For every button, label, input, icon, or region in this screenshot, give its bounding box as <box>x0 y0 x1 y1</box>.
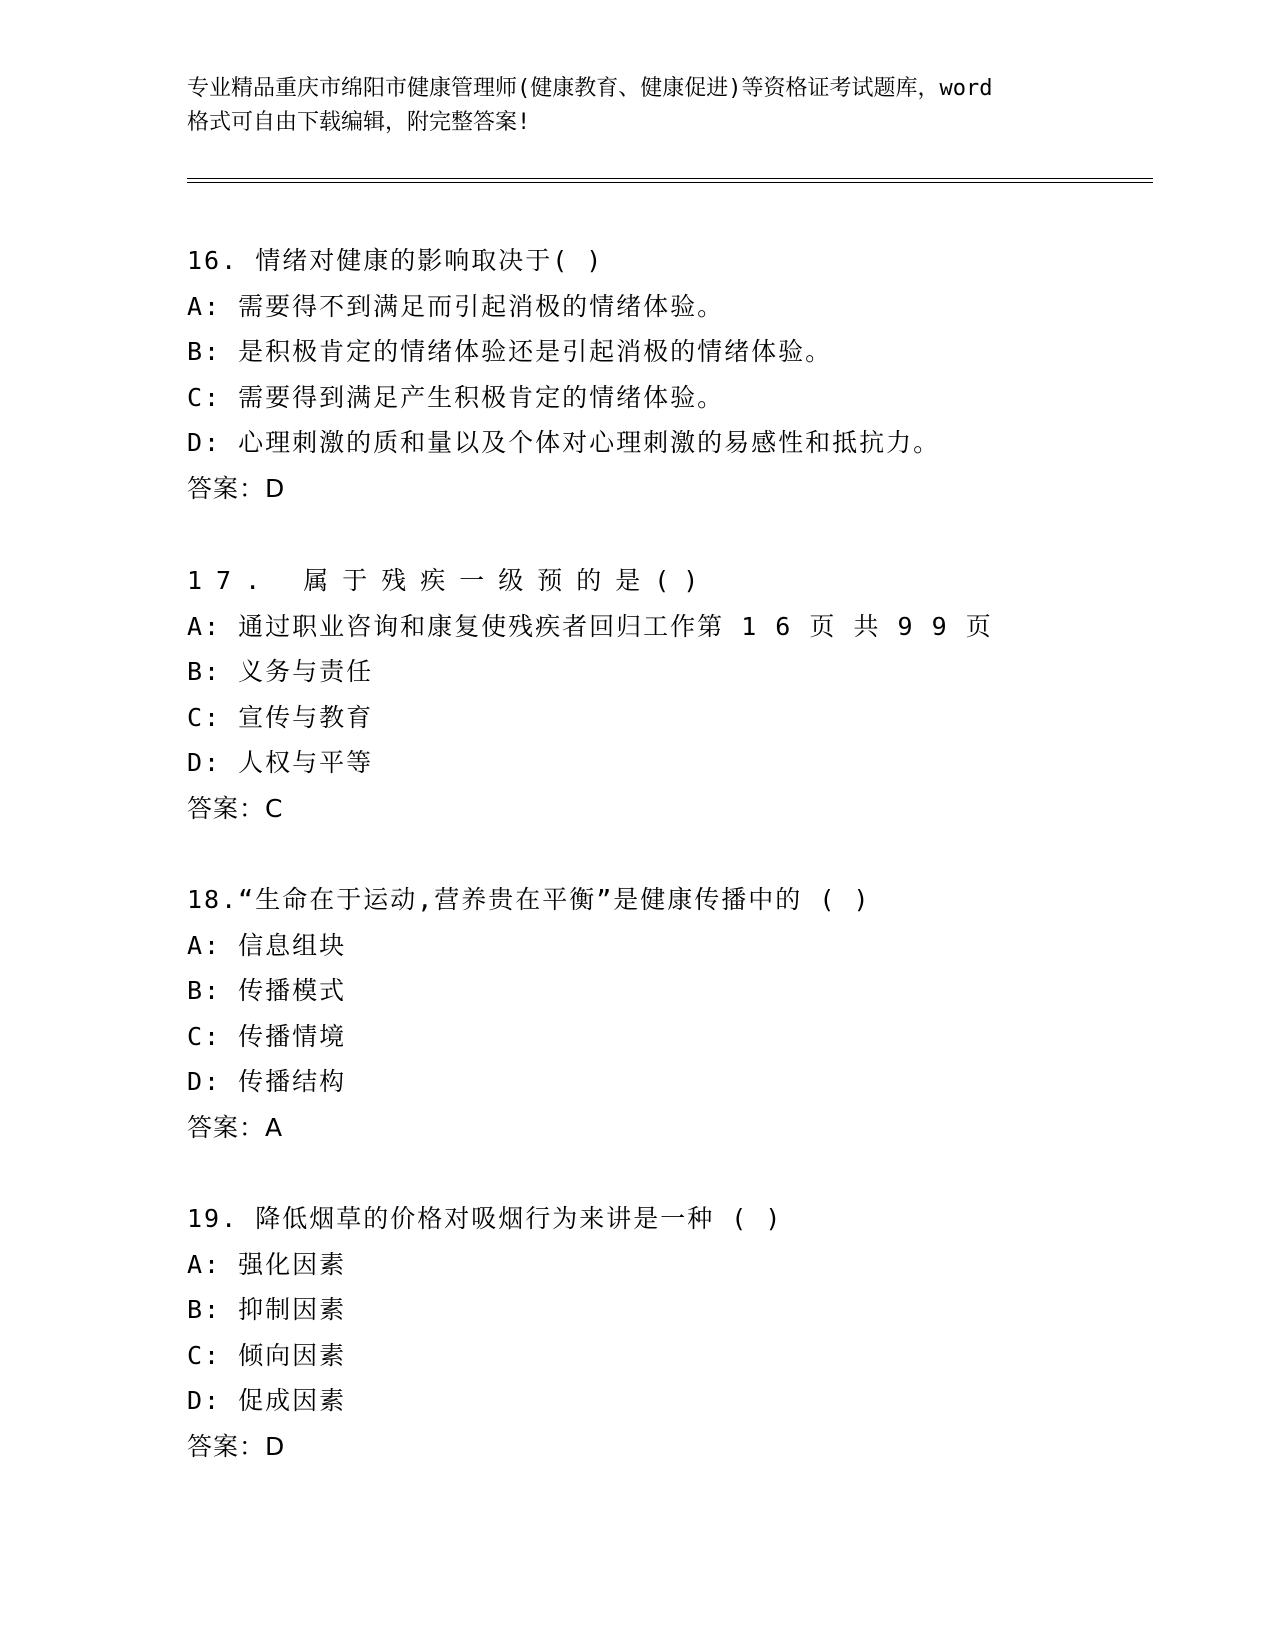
question-stem: 16. 情绪对健康的影响取决于( ) <box>187 246 604 275</box>
question-16 <box>187 238 1147 511</box>
answer-line: 答案：A <box>187 1112 284 1142</box>
header-divider-top <box>187 178 1153 179</box>
option-d: D: 人权与平等 <box>187 748 374 777</box>
document-header <box>187 72 1107 140</box>
question-stem: 17. 属于残疾一级预的是() <box>187 566 713 595</box>
option-b: B: 是积极肯定的情绪体验还是引起消极的情绪体验。 <box>187 337 833 366</box>
option-a: A: 信息组块 <box>187 930 347 960</box>
header-line-2: 格式可自由下载编辑，附完整答案! <box>187 110 531 135</box>
question-stem: 18.“生命在于运动,营养贵在平衡”是健康传播中的 ( ) <box>187 885 871 914</box>
question-19 <box>187 1196 1147 1469</box>
option-a: A: 通过职业咨询和康复使残疾者回归工作第 1 6 页 共 9 9 页 <box>187 611 993 641</box>
option-c: C: 传播情境 <box>187 1021 347 1051</box>
option-c: C: 倾向因素 <box>187 1340 347 1370</box>
answer-line: 答案：C <box>187 793 284 823</box>
option-c: C: 需要得到满足产生积极肯定的情绪体验。 <box>187 382 725 412</box>
option-d: D: 心理刺激的质和量以及个体对心理刺激的易感性和抵抗力。 <box>187 428 941 457</box>
answer-line: 答案：D <box>187 1431 286 1461</box>
header-line-1: 专业精品重庆市绵阳市健康管理师(健康教育、健康促进)等资格证考试题库，word <box>187 76 993 101</box>
question-18 <box>187 877 1147 1150</box>
option-b: B: 抑制因素 <box>187 1295 347 1324</box>
question-stem: 19. 降低烟草的价格对吸烟行为来讲是一种 ( ) <box>187 1204 783 1233</box>
option-a: A: 强化因素 <box>187 1249 347 1279</box>
answer-line: 答案：D <box>187 473 286 503</box>
option-c: C: 宣传与教育 <box>187 702 374 732</box>
option-b: B: 义务与责任 <box>187 657 374 686</box>
option-d: D: 促成因素 <box>187 1386 347 1415</box>
option-b: B: 传播模式 <box>187 976 347 1005</box>
option-d: D: 传播结构 <box>187 1067 347 1096</box>
question-17 <box>187 558 1147 831</box>
header-divider-bottom <box>187 182 1153 183</box>
option-a: A: 需要得不到满足而引起消极的情绪体验。 <box>187 291 725 321</box>
